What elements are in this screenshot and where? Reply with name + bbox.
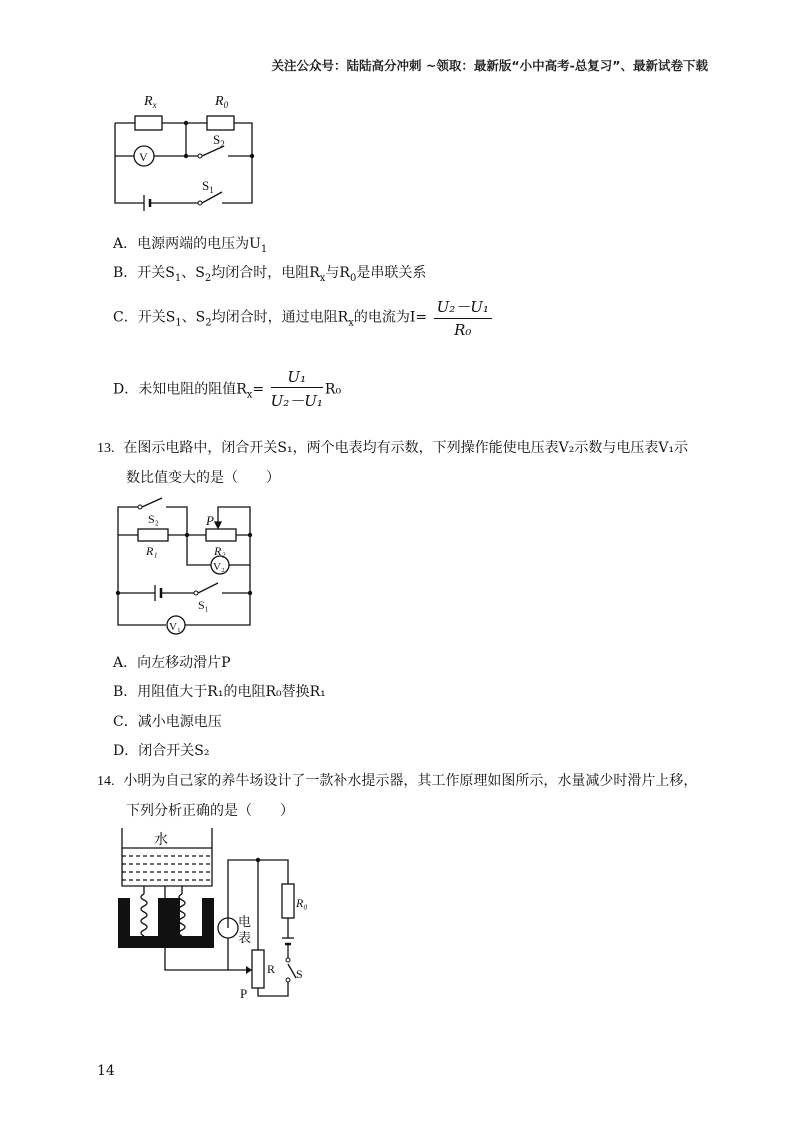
- circuit-diagram-q13: [100, 495, 270, 640]
- label-s: S: [296, 967, 303, 981]
- water-alarm-diagram-q14: [110, 828, 310, 1003]
- q13-option-b: B．用阻值大于R₁的电阻R₀替换R₁: [113, 684, 326, 700]
- q12-option-c: C．开关$S_1$、$S_2$均闭合时，通过电阻$R_x$的电流为I= $\frac{\text{U₂－U₁}}{\text{R₀}}$: [113, 296, 494, 339]
- q13-option-a: A．向左移动滑片P: [113, 655, 231, 671]
- q13-option-c: C．减小电源电压: [113, 714, 222, 730]
- page-number: 14: [97, 1063, 115, 1079]
- q14-stem-line2: 下列分析正确的是（ ）: [126, 803, 294, 819]
- label-p: P: [206, 513, 214, 528]
- label-p: P: [240, 986, 248, 1001]
- label-rx: $R_x$: [144, 94, 157, 110]
- q13-stem-line2: 数比值变大的是（ ）: [126, 470, 280, 486]
- fraction-current: $\frac{\text{U₂－U₁}}{\text{R₀}}$: [434, 296, 492, 339]
- q12-option-b: B．开关$S_1$、$S_2$均闭合时，电阻$R_x$与$R_0$是串联关系: [113, 265, 427, 284]
- label-r0: $R_0$: [215, 94, 229, 110]
- label-r1: R₁: [146, 544, 158, 558]
- label-r: R: [267, 962, 276, 976]
- q12-option-d: D．未知电阻的阻值$R_x=$ $\frac{\text{U₁}}{\text{U₂－U₁}}$ R₀: [113, 368, 342, 410]
- q12-option-a: A．电源两端的电压为$U_1$: [113, 236, 268, 255]
- voltmeter-v2: V₂: [213, 561, 225, 573]
- label-s1: $S_1$: [202, 178, 214, 195]
- label-s2: S₂: [148, 512, 159, 526]
- page-header: 关注公众号：陆陆高分冲刺 ~领取：最新版“小中高考-总复习”、最新试卷下载: [271, 58, 708, 73]
- q13-stem-line1: 13. 在图示电路中，闭合开关S₁，两个电表均有示数，下列操作能使电压表V₂示数与电压表V₁示: [97, 440, 689, 456]
- q14-stem-line1: 14. 小明为自己家的养牛场设计了一款补水提示器，其工作原理如图所示，水量减少时滑片上移，: [97, 773, 698, 789]
- label-s1: S₁: [198, 598, 209, 612]
- label-meter-1: 电: [238, 914, 252, 929]
- q13-option-d: D．闭合开关S₂: [113, 743, 210, 759]
- label-meter-2: 表: [238, 930, 252, 945]
- voltmeter-v1: V₁: [169, 621, 181, 633]
- circuit-diagram-q12: [100, 88, 270, 218]
- label-water: 水: [154, 833, 168, 848]
- label-s2: $S_2$: [213, 132, 225, 149]
- voltmeter-v: V: [139, 150, 148, 164]
- fraction-resistance: $\frac{\text{U₁}}{\text{U₂－U₁}}$: [270, 368, 323, 410]
- label-r0: R₀: [296, 896, 308, 910]
- label-r2: R₂: [214, 544, 226, 558]
